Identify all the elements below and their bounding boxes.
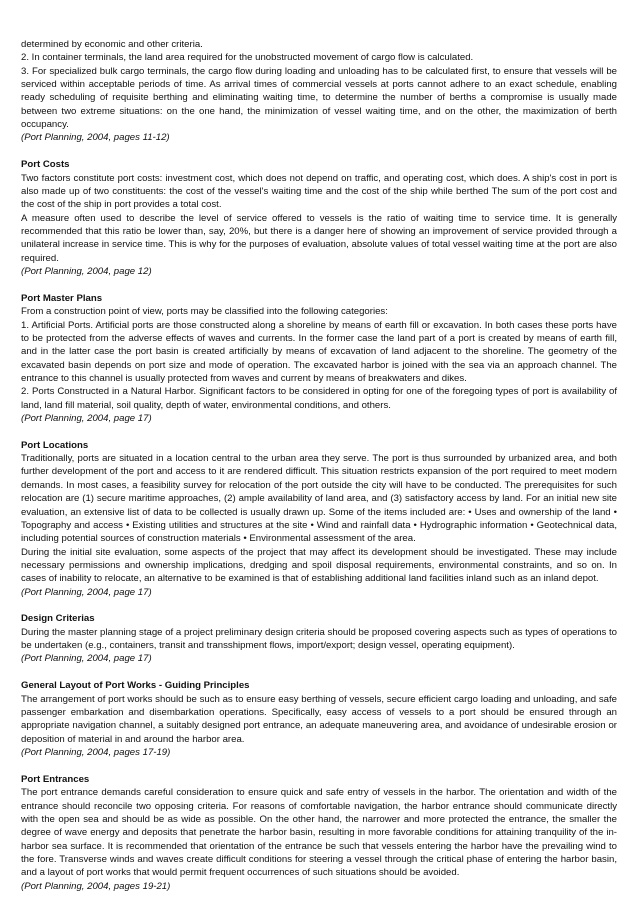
section-paragraph: During the initial site evaluation, some aspects of the project that may affect its development should be investigated. These may include necessary permissions and ownership implications, dredging and spoil disposal requirements, environmental constraints, and so on. In cases of inability to relocate, an alternative to be examined is that of establishing additional land facilities inland such as an inland depot. — [21, 546, 617, 585]
section-paragraph: 1. Artificial Ports. Artificial ports are those constructed along a shoreline by means of earth fill or excavation. In both cases these ports have to be protected from the adverse effects of waves and currents. In the former case the land part of a port is created by means of earth fill, and in the latter case the port basin is created artificially by means of excavation of land adjacent to the shoreline. The geometry of the excavated basin depends on port size and mode of operation. The excavated harbor is joined with the sea via an approach channel. The entrance to this channel is usually protected from waves and current by means of breakwaters and dikes. — [21, 319, 617, 384]
intro-block — [21, 38, 617, 145]
citation: (Port Planning, 2004, pages 11-12) — [21, 132, 170, 144]
citation: (Port Planning, 2004, pages 17-19) — [21, 747, 171, 758]
citation: (Port Planning, 2004, page 17) — [21, 586, 152, 598]
section-paragraph: Two factors constitute port costs: investment cost, which does not depend on traffic, and operating cost, which does. A ship's cost in port is also made up of two constituents: the cost of the vessel's waiting time and the cost of the ship while berthed The sum of the port cost and the cost of the ship in port provides a total cost. — [21, 172, 617, 211]
section-port-master-plans — [21, 292, 617, 425]
section-port-costs — [21, 158, 617, 278]
section-paragraph: The arrangement of port works should be such as to ensure easy berthing of vessels, secure efficient cargo loading and unloading, and safe passenger embarkation and disembarkation operations. Specifically, easy access of vessels to a port should be ensured through an appropriate navigation channel, a suitably designed port entrance, an adequate maneuvering area, and avoidance of undesirable erosion or deposition of material in and around the harbor area. — [21, 693, 617, 745]
section-paragraph: The port entrance demands careful consideration to ensure quick and safe entry of vessels in the harbor. The orientation and width of the entrance should reconcile two opposing criteria. For reasons of comfortable navigation, the harbor entrance should communicate directly with the open sea and should be as wide as possible. On the other hand, the narrower and more protected the entrance, the smaller the degree of wave energy and deposits that penetrate the harbor basin, resulting in more favorable conditions for attaining tranquility of the in-harbor sea surface. It is recommended that orientation of the entrance be such that vessels entering the harbor have the prevailing wind to the fore. Transverse winds and waves create difficult conditions for steering a vessel through the critical phase of entering the harbor basin, and a layout of port works that would permit frequent occurrences of such situations should be avoided. — [21, 787, 617, 879]
section-paragraph: From a construction point of view, ports may be classified into the following categories: — [21, 306, 388, 318]
intro-paragraph: 2. In container terminals, the land area required for the unobstructed movement of cargo flow is calculated. — [21, 52, 474, 64]
section-paragraph: During the master planning stage of a project preliminary design criteria should be proposed covering aspects such as types of operations to be undertaken (e.g., containers, transit and transshipment flows, import/export; design vessel, operating equipment). — [21, 626, 617, 652]
citation: (Port Planning, 2004, page 17) — [21, 412, 152, 424]
section-paragraph: Traditionally, ports are situated in a location central to the urban area they serve. The port is thus surrounded by urbanized area, and both further development of the port and access to it are rendered difficult. This situation restricts expansion of the port required to meet modern demands. In most cases, a feasibility survey for relocation of the port outside the city will have to be conducted. The prerequisites for such relocation are (1) secure maritime approaches, (2) ample availability of land area, and (3) satisfactory access by land. For an initial new site evaluation, an extensive list of data to be collected is usually drawn up. Some of the items included are: • Uses and ownership of the land • Topography and access • Existing utilities and structures at the site • Wind and rainfall data • Hydrographic information • Geotechnical data, including potential sources of construction materials • Environmental assessment of the area. — [21, 453, 617, 545]
section-heading: General Layout of Port Works - Guiding Principles — [21, 680, 250, 692]
section-paragraph: A measure often used to describe the level of service offered to vessels is the ratio of waiting time to service time. It is generally recommended that this ratio be lower than, say, 20%, but there is a danger here of showing an improvement of service provided through a unilateral increase in service time. This is why for the purposes of evaluation, absolute values of total vessel waiting time at the port are also required. — [21, 212, 617, 264]
section-port-locations — [21, 439, 617, 599]
section-heading: Port Costs — [21, 159, 70, 171]
section-heading: Design Criterias — [21, 613, 95, 625]
intro-paragraph: 3. For specialized bulk cargo terminals, the cargo flow during loading and unloading has to be calculated first, to ensure that vessels will be serviced within acceptable periods of time. As arrival times of commercial vessels at ports cannot adhere to an exact schedule, enabling ready scheduling of requisite berthing and eliminating waiting time, to determine the number of berths a compromise is usually made between two extreme situations: on the one hand, the minimization of vessel waiting time, and on the other, the maximization of berth occupancy. — [21, 65, 617, 131]
section-paragraph: 2. Ports Constructed in a Natural Harbor. Significant factors to be considered in opting for one of the foregoing types of port is availability of land, land fill material, soil quality, depth of water, environmental conditions, and others. — [21, 386, 617, 411]
section-heading: Port Locations — [21, 439, 89, 451]
section-heading: Port Entrances — [21, 773, 90, 785]
section-design-criterias — [21, 612, 617, 665]
section-port-entrances — [21, 773, 617, 893]
section-general-layout — [21, 679, 617, 759]
intro-paragraph: determined by economic and other criteria. — [21, 39, 203, 50]
citation: (Port Planning, 2004, pages 19-21) — [21, 880, 171, 892]
citation: (Port Planning, 2004, page 17) — [21, 653, 152, 665]
section-heading: Port Master Plans — [21, 292, 103, 304]
citation: (Port Planning, 2004, page 12) — [21, 266, 152, 277]
